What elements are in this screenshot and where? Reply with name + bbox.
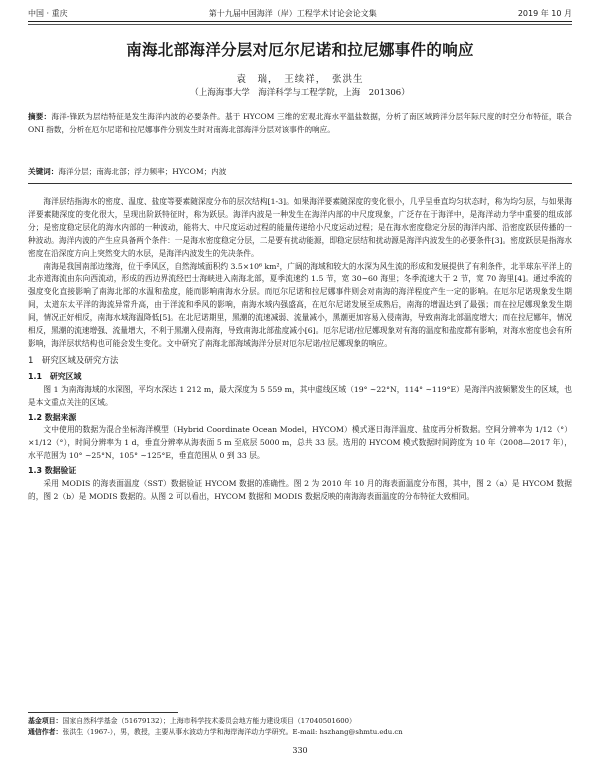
paper-body — [28, 196, 572, 504]
footnotes — [28, 716, 572, 738]
keywords — [28, 166, 572, 178]
corresponding-author-label: 通信作者： — [28, 728, 63, 736]
subsection-heading-1-2: 1.2 数据来源 — [28, 412, 77, 422]
page-number: 330 — [292, 746, 308, 755]
funding-label: 基金项目： — [28, 717, 63, 725]
paper-title: 南海北部海洋分层对厄尔尼诺和拉尼娜事件的响应 — [126, 41, 474, 59]
subsection-text-1-1: 图 1 为南海海域的水深图，平均水深达 1 212 m，最大深度为 5 559 m，其中虚线区域（19° ~22°N，114° ~119°E）是海洋内波频繁发生的区域，也是本文重点关注的区域。 — [28, 384, 572, 407]
abstract-text: 海洋-锋跃为层结特征是发生海洋内波的必要条件。基于 HYCOM 三维的宏观北海水平温盐数据，分析了南区域跨洋分层年际尺度的时空分布特征，联合 ONI 指数，分析在厄尔尼诺和拉尼娜事件分别发生时对南海北部海洋分层对该事件的响应。 — [28, 112, 573, 134]
abstract — [28, 111, 572, 136]
subsection-text-1-2: 文中使用的数据为混合坐标海洋模型（Hybrid Coordinate Ocean Model，HYCOM）模式逐日海洋温度、盐度再分析数据。空间分辨率为 1/12（°）×1/12（°），时间分辨率为 1 d，垂直分辨率从海表面 5 m 至底层 5000 m，总共 33 层。选用的 HYCOM 模式数据时间跨度为 10 年（2008—2017 年），水平范围为 10° ~25°N，105° ~125°E，垂直范围从 0 到 33 层。 — [28, 425, 572, 461]
keywords-label: 关键词： — [28, 167, 59, 176]
intro-paragraph-2: 南海是我国南部边缘海，位于季风区，自然海域面积约 3.5×10⁶ km²，广阔的海域和较大的水深为风生流的形成和发展提供了有利条件，北半球东平洋上的北赤道海流由东向西流动，形成的西边界流经巴士海峡进入南海北部，夏季流速约 1.5 节，宽 30~60 海里；冬季流速大于 2 节，宽 70 海里[4]。通过季流的强度变化直接影响了南海北部的水温和盐度，能而影响南海水分层。而厄尔尼诺和拉尼娜事件则会对南海的海洋程度产生一定的影响。在厄尔尼诺现象发生期间，太道东太平洋的海流异常升高，由于洋流和季风的影响，南海水域内强盛高，在厄尔尼诺发展至成熟后，南海的增温达到了最强；而在拉尼娜现象发生期间，情况正好相反，南海水域海温降低[5]。在北尼诺期里，黑潮的流速减弱、流量减小，黑潮更加容易入侵南海，导致南海北部温度增大；而在拉尼娜年，情况相反，黑潮的流速增强、流量增大，不利于黑潮入侵南海，导致南海北部盐度减小[6]。厄尔尼诺/拉尼娜现象对有海的温度和盐度都有影响，对海水密度也会有所影响，海洋层状结构也可能会发生变化。文中研究了南海北部海域海洋分层对厄尔尼诺/拉尼娜现象的响应。 — [28, 261, 572, 348]
funding-text: 国家自然科学基金（51679132）；上海市科学技术委员会地方能力建设项目（17040501600） — [62, 717, 356, 725]
running-header — [28, 6, 572, 22]
author-list: 袁 瑞， 王续祥， 张洪生 — [236, 74, 364, 85]
corresponding-author-text: 张洪生（1967-），男，教授，主要从事水波动力学和海岸海洋动力学研究。E-mail: hszhang@shmtu.edu.cn — [62, 728, 403, 736]
header-date: 2019 年 10 月 — [517, 9, 572, 18]
header-location: 中国 · 重庆 — [28, 9, 68, 18]
affiliation: （上海海事大学 海洋科学与工程学院，上海 201306） — [190, 88, 410, 98]
subsection-text-1-3: 采用 MODIS 的海表面温度（SST）数据验证 HYCOM 数据的准确性。图 2 为 2010 年 10 月的海表面温度分布图，其中，图 2（a）是 HYCOM 数据的，图 2（b）是 MODIS 数据的。从图 2 可以看出，HYCOM 数据和 MODIS 数据反映的南海海表面温度的分布特征大致相同。 — [28, 479, 572, 501]
header-proceedings: 第十九届中国海洋（岸）工程学术讨论会论文集 — [208, 9, 377, 18]
subsection-heading-1-3: 1.3 数据验证 — [28, 466, 77, 476]
footnote-divider — [28, 712, 178, 713]
keywords-divider — [28, 183, 572, 184]
intro-paragraph-1: 海洋层结指海水的密度、温度、盐度等要素随深度分布的层次结构[1-3]。如果海洋要素随深度的变化很小，几乎呈垂直均匀状态时，称为均匀层，与如果海洋要素随深度的变化很大，呈现出阶跃特征时，称为跃层。海洋内波是一种发生在海洋内部的中尺度现象，广泛存在于海洋中，是海洋动力学中重要的组成部分；是密度稳定层化的海水内部的一种波动，能将大、中尺度运动过程的能量传递给小尺度运动过程；是在海水密度稳定分层的海洋内部、沿密度跃层传播的一种波动。海洋内波的产生应具备两个条件：一是海水密度稳定分层，二是要有扰动能源，即稳定层结和扰动源是海洋内波发生的必要条件[3]。密度跃层是指海水密度在沿深度方向上突然变大的水层，是海洋内波发生的先决条件。 — [28, 197, 572, 258]
header-divider — [28, 24, 572, 25]
corresponding-author-note — [28, 727, 572, 738]
subsection-heading-1-1: 1.1 研究区域 — [28, 371, 82, 381]
abstract-label: 摘要： — [28, 112, 52, 121]
keywords-text: 海洋分层；南海北部；浮力频率；HYCOM；内波 — [58, 167, 227, 176]
section-heading-1: 1 研究区域及研究方法 — [28, 355, 119, 366]
funding-note — [28, 716, 572, 727]
